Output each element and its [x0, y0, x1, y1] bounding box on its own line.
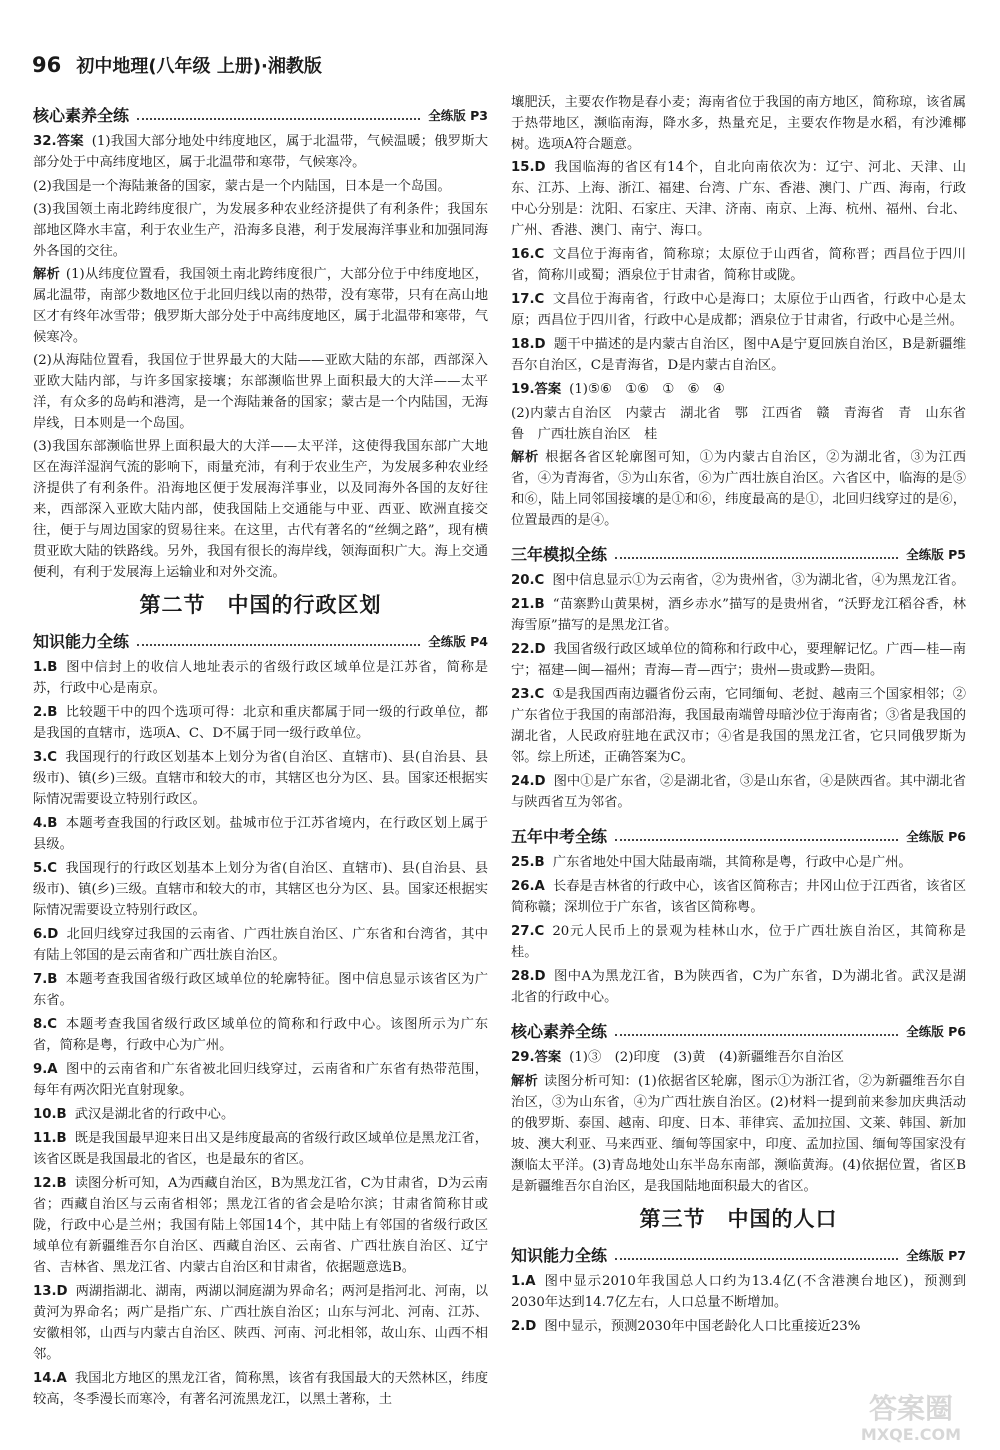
item-text: 比较题干中的四个选项可得：北京和重庆都属于同一级的行政单位，都是我国的直辖市，选项A、C、D不属于同一级行政单位。 — [33, 705, 488, 741]
item-number: 6.D — [33, 927, 59, 942]
item-number: 18.D — [511, 337, 546, 352]
item-number: 7.B — [33, 972, 58, 987]
answer-item — [33, 747, 488, 810]
item-number: 1.B — [33, 660, 58, 675]
explanation — [33, 264, 488, 348]
item-number: 32.答案 — [33, 134, 84, 149]
explanation — [511, 1071, 966, 1197]
explanation-text: (3)我国东部濒临世界上面积最大的大洋——太平洋，这使得我国东部广大地区在海洋湿润气流的影响下，雨量充沛，有利于农业生产，为发展多种农业经济提供了有利条件。沿海地区便于发展海洋事业，以及同海外各国的友好往来，西部深入亚欧大陆内部，使我国陆上交通能与中亚、西亚、欧洲直接交往，便于与周边国家的贸易往来。在这里，古代有著名的“丝绸之路”，现有横贯亚欧大陆的铁路线。另外，我国有很长的海岸线，领海面积广大。海上交通便利，有利于发展海上运输业和对外交流。 — [33, 439, 488, 580]
left-column — [33, 92, 488, 1413]
item-text: 我国临海的省区有14个，自北向南依次为：辽宁、河北、天津、山东、江苏、上海、浙江、福建、台湾、广东、香港、澳门、广西、海南，行政中心分别是：沈阳、石家庄、天津、济南、南京、上海、杭州、福州、台北、广州、香港、澳门、南宁、海口。 — [511, 160, 966, 238]
explanation-label: 解析 — [33, 267, 60, 282]
section-header — [511, 819, 966, 847]
answer-item — [33, 702, 488, 744]
answer-item — [33, 1104, 488, 1125]
dotted-leader — [137, 118, 420, 120]
answer-item — [511, 852, 966, 873]
section-page-ref: 全练版 P6 — [906, 829, 966, 844]
answer-item — [33, 131, 488, 173]
explanation-label: 解析 — [511, 450, 540, 465]
item-text: 我国北方地区的黑龙江省，简称黑，该省有我国最大的天然林区，纬度较高，冬季漫长而寒冷，有著名河流黑龙江，以黑土著称，土 — [33, 1371, 488, 1407]
item-number: 2.D — [511, 1319, 537, 1334]
answer-item — [33, 1059, 488, 1101]
answer-item — [511, 1316, 966, 1337]
item-text: 本题考查我国省级行政区域单位的轮廓特征。图中信息显示该省区为广东省。 — [33, 972, 488, 1008]
item-number: 17.C — [511, 292, 545, 307]
dotted-leader — [615, 1258, 898, 1260]
answer-item — [511, 289, 966, 331]
item-text: 题干中描述的是内蒙古自治区，图中A是宁夏回族自治区，B是新疆维吾尔自治区，C是青海省，D是内蒙古自治区。 — [511, 337, 966, 373]
answer-item — [511, 570, 966, 591]
item-text: ①是我国西南边疆省份云南，它同缅甸、老挝、越南三个国家相邻；②广东省位于我国的南部沿海，我国最南端曾母暗沙位于海南省；③省是我国的湖北省，人民政府驻地在武汉市；④省是我国的黑龙江省，它只同俄罗斯为邻。综上所述，正确答案为C。 — [511, 687, 966, 765]
item-number: 29.答案 — [511, 1050, 562, 1065]
continued-text: 壤肥沃，主要农作物是春小麦；海南省位于我国的南方地区，简称琼，该省属于热带地区，濒临南海，降水多，热量充足，主要农作物是水稻，有沙滩椰树。选项A符合题意。 — [511, 95, 966, 152]
section-page-ref: 全练版 P7 — [906, 1248, 966, 1263]
item-number: 19.答案 — [511, 382, 562, 397]
answer-text: (1)③ (2)印度 (3)黄 (4)新疆维吾尔自治区 — [569, 1050, 844, 1065]
answer-item — [33, 1368, 488, 1410]
section-page-ref: 全练版 P4 — [428, 634, 488, 649]
answer-item — [511, 639, 966, 681]
book-title: 初中地理(八年级 上册)·湘教版 — [76, 56, 322, 77]
item-text: 北回归线穿过我国的云南省、广西壮族自治区、广东省和台湾省，其中有陆上邻国的是云南省和广西壮族自治区。 — [33, 927, 488, 963]
answer-item — [511, 921, 966, 963]
section-title: 知识能力全练 — [33, 632, 130, 651]
item-number: 13.D — [33, 1284, 68, 1299]
item-text: 图中①是广东省，②是湖北省，③是山东省，④是陕西省。其中湖北省与陕西省互为邻省。 — [511, 774, 966, 810]
dotted-leader — [137, 644, 420, 646]
item-number: 22.D — [511, 642, 546, 657]
item-number: 1.A — [511, 1274, 536, 1289]
item-number: 26.A — [511, 879, 545, 894]
answer-item — [511, 771, 966, 813]
item-number: 27.C — [511, 924, 545, 939]
item-text: 图中的云南省和广东省被北回归线穿过，云南省和广东省有热带范围，每年有两次阳光直射现象。 — [33, 1062, 488, 1098]
item-text: 我国现行的行政区划基本上划分为省(自治区、直辖市)、县(自治县、县级市)、镇(乡)三级。直辖市和较大的市，其辖区也分为区、县。国家还根据实际情况需要设立特别行政区。 — [33, 750, 488, 807]
item-number: 21.B — [511, 597, 545, 612]
item-text: 文昌位于海南省，行政中心是海口；太原位于山西省，行政中心是太原；西昌位于四川省，行政中心是成都；酒泉位于甘肃省，行政中心是兰州。 — [511, 292, 966, 328]
answer-item — [33, 1173, 488, 1278]
item-number: 5.C — [33, 861, 58, 876]
item-text: 既是我国最早迎来日出又是纬度最高的省级行政区域单位是黑龙江省，该省区既是我国最北的省区，也是最东的省区。 — [33, 1131, 488, 1167]
chapter-title: 第三节 中国的人口 — [639, 1207, 838, 1231]
section-title: 五年中考全练 — [511, 827, 608, 846]
item-text: 我国省级行政区域单位的简称和行政中心，要理解记忆。广西—桂—南宁；福建—闽—福州；青海—青—西宁；贵州—贵或黔—贵阳。 — [511, 642, 966, 678]
answer-item — [511, 157, 966, 241]
item-number: 16.C — [511, 247, 545, 262]
item-number: 8.C — [33, 1017, 58, 1032]
item-number: 12.B — [33, 1176, 67, 1191]
section-header — [33, 98, 488, 126]
section-page-ref: 全练版 P3 — [428, 108, 488, 123]
answer-item — [511, 684, 966, 768]
answer-text: (2)内蒙古自治区 内蒙古 湖北省 鄂 江西省 赣 青海省 青 山东省 鲁 广西壮族自治区 桂 — [511, 406, 980, 442]
answer-text: (1)我国大部分地处中纬度地区，属于北温带，气候温暖；俄罗斯大部分处于中高纬度地区，属于北温带和寒带，气候寒冷。 — [33, 134, 488, 170]
item-number: 20.C — [511, 573, 545, 588]
explanation-text: (2)从海陆位置看，我国位于世界最大的大陆——亚欧大陆的东部，西部深入亚欧大陆内部，与许多国家接壤；东部濒临世界上面积最大的大洋——太平洋，有众多的岛屿和港湾，是一个海陆兼备的国家；蒙古是一个内陆国，无海岸线，日本则是一个岛国。 — [33, 353, 488, 431]
explanation-text: 根据各省区轮廓图可知，①为内蒙古自治区，②为湖北省，③为江西省，④为青海省，⑤为山东省，⑥为广西壮族自治区。六省区中，临海的是⑤和⑥，陆上同邻国接壤的是①和⑥，纬度最高的是①，北回归线穿过的是⑥，位置最西的是④。 — [511, 450, 967, 528]
answer-item — [511, 244, 966, 286]
item-number: 11.B — [33, 1131, 67, 1146]
item-text: 文昌位于海南省，简称琼；太原位于山西省，简称晋；西昌位于四川省，简称川或蜀；酒泉位于甘肃省，简称甘或陇。 — [511, 247, 966, 283]
item-number: 23.C — [511, 687, 545, 702]
item-text: 图中信息显示①为云南省，②为贵州省，③为湖北省，④为黑龙江省。 — [552, 573, 965, 588]
section-header — [33, 624, 488, 652]
explanation-label: 解析 — [511, 1074, 538, 1089]
answer-item — [33, 858, 488, 921]
section-header — [511, 537, 966, 565]
section-header — [511, 1014, 966, 1042]
watermark-logo — [836, 1388, 986, 1444]
item-text: 20元人民币上的景观为桂林山水，位于广西壮族自治区，其简称是桂。 — [511, 924, 966, 960]
page-number: 96 — [32, 53, 62, 77]
explanation-text: (1)从纬度位置看，我国领土南北跨纬度很广，大部分位于中纬度地区，属北温带，南部少数地区位于北回归线以南的热带，没有寒带，只有在高山地区才有终年冰雪带；俄罗斯大部分处于中高纬度地区，属于北温带和寒带，气候寒冷。 — [33, 267, 488, 345]
answer-text: (3)我国领土南北跨纬度很广，为发展多种农业经济提供了有利条件；我国东部地区降水丰富，利于农业生产，沿海多良港，利于发展海洋事业和加强同海外各国的交往。 — [33, 202, 488, 259]
item-text: 本题考查我国省级行政区域单位的简称和行政中心。该图所示为广东省，简称是粤，行政中心为广州。 — [33, 1017, 488, 1053]
answer-text: (2)我国是一个海陆兼备的国家，蒙古是一个内陆国，日本是一个岛国。 — [33, 179, 451, 194]
item-text: 图中显示2010年我国总人口约为13.4亿(不含港澳台地区)，预测到2030年达到14.7亿左右，人口总量不断增加。 — [511, 1274, 966, 1310]
item-number: 2.B — [33, 705, 58, 720]
item-text: 广东省地处中国大陆最南端，其简称是粤，行政中心是广州。 — [552, 855, 912, 870]
explanation-text: 读图分析可知：(1)依据省区轮廓，图示①为浙江省，②为新疆维吾尔自治区，③为山东省，④为广西壮族自治区。(2)材料一提到前来参加庆典活动的俄罗斯、泰国、越南、印度、日本、菲律宾、孟加拉国、文莱、韩国、新加坡、澳大利亚、马来西亚、缅甸等国家中，印度、孟加拉国、缅甸等国家没有濒临太平洋。(3)青岛地处山东半岛东南部，濒临黄海。(4)依据位置，省区B是新疆维吾尔自治区，是我国陆地面积最大的省区。 — [511, 1074, 966, 1194]
explanation — [511, 447, 966, 531]
item-number: 4.B — [33, 816, 58, 831]
answer-item — [511, 1271, 966, 1313]
section-title: 核心素养全练 — [33, 106, 130, 125]
page-header — [32, 52, 472, 86]
item-text: 图中A为黑龙江省，B为陕西省，C为广东省，D为湖北省。武汉是湖北省的行政中心。 — [511, 969, 966, 1005]
answer-text: (1)⑤⑥ ①⑥ ① ⑥ ④ — [569, 382, 725, 397]
answer-item — [511, 1047, 966, 1068]
section-page-ref: 全练版 P5 — [906, 547, 966, 562]
item-number: 10.B — [33, 1107, 67, 1122]
watermark-url: MXQE.COM — [860, 1425, 962, 1444]
section-header — [511, 1238, 966, 1266]
dotted-leader — [615, 839, 898, 841]
section-title: 核心素养全练 — [511, 1022, 608, 1041]
item-number: 28.D — [511, 969, 546, 984]
item-number: 15.D — [511, 160, 546, 175]
answer-item — [33, 924, 488, 966]
answer-item — [33, 1128, 488, 1170]
item-number: 14.A — [33, 1371, 67, 1386]
answer-item — [33, 813, 488, 855]
chapter-title: 第二节 中国的行政区划 — [139, 593, 382, 617]
item-text: 本题考查我国的行政区划。盐城市位于江苏省境内，在行政区划上属于县级。 — [33, 816, 488, 852]
answer-item — [511, 379, 966, 400]
item-text: 图中显示，预测2030年中国老龄化人口比重接近23% — [544, 1319, 861, 1334]
item-text: 武汉是湖北省的行政中心。 — [74, 1107, 235, 1122]
answer-item — [511, 594, 966, 636]
item-number: 25.B — [511, 855, 545, 870]
item-text: 长春是吉林省的行政中心，该省区简称吉；井冈山位于江西省，该省区简称赣；深圳位于广东省，该省区简称粤。 — [511, 879, 966, 915]
answer-item — [33, 969, 488, 1011]
item-number: 24.D — [511, 774, 546, 789]
answer-item — [33, 657, 488, 699]
dotted-leader — [615, 1034, 898, 1036]
answer-item — [511, 334, 966, 376]
item-number: 3.C — [33, 750, 58, 765]
answer-item — [33, 1014, 488, 1056]
section-title: 知识能力全练 — [511, 1246, 608, 1265]
answer-item — [33, 1281, 488, 1365]
item-text: 我国现行的行政区划基本上划分为省(自治区、直辖市)、县(自治县、县级市)、镇(乡)三级。直辖市和较大的市，其辖区也分为区、县。国家还根据实际情况需要设立特别行政区。 — [33, 861, 488, 918]
item-text: “苗寨黔山黄果树，酒乡赤水”描写的是贵州省，“沃野龙江稻谷香，林海雪原”描写的是黑龙江省。 — [511, 597, 966, 633]
answer-item — [511, 876, 966, 918]
section-title: 三年模拟全练 — [511, 545, 608, 564]
dotted-leader — [615, 557, 898, 559]
item-text: 读图分析可知，A为西藏自治区，B为黑龙江省，C为甘肃省，D为云南省；西藏自治区与云南省相邻；黑龙江省的省会是哈尔滨；甘肃省简称甘或陇，行政中心是兰州；我国有陆上邻国14个，其中陆上有邻国的省级行政区域单位有新疆维吾尔自治区、西藏自治区、云南省、广西壮族自治区、辽宁省、吉林省、黑龙江省、内蒙古自治区和甘肃省，依据题意选B。 — [33, 1176, 488, 1275]
section-page-ref: 全练版 P6 — [906, 1024, 966, 1039]
item-number: 9.A — [33, 1062, 58, 1077]
right-column — [511, 92, 980, 1340]
answer-item — [511, 966, 966, 1008]
item-text: 两湖指湖北、湖南，两湖以洞庭湖为界命名；两河是指河北、河南，以黄河为界命名；两广是指广东、广西壮族自治区；山东与河北、河南、江苏、安徽相邻，山西与内蒙古自治区、陕西、河南、河北相邻，故山东、山西不相邻。 — [33, 1284, 488, 1362]
item-text: 图中信封上的收信人地址表示的省级行政区域单位是江苏省，简称是苏，行政中心是南京。 — [33, 660, 488, 696]
watermark-title: 答案圈 — [868, 1392, 954, 1425]
